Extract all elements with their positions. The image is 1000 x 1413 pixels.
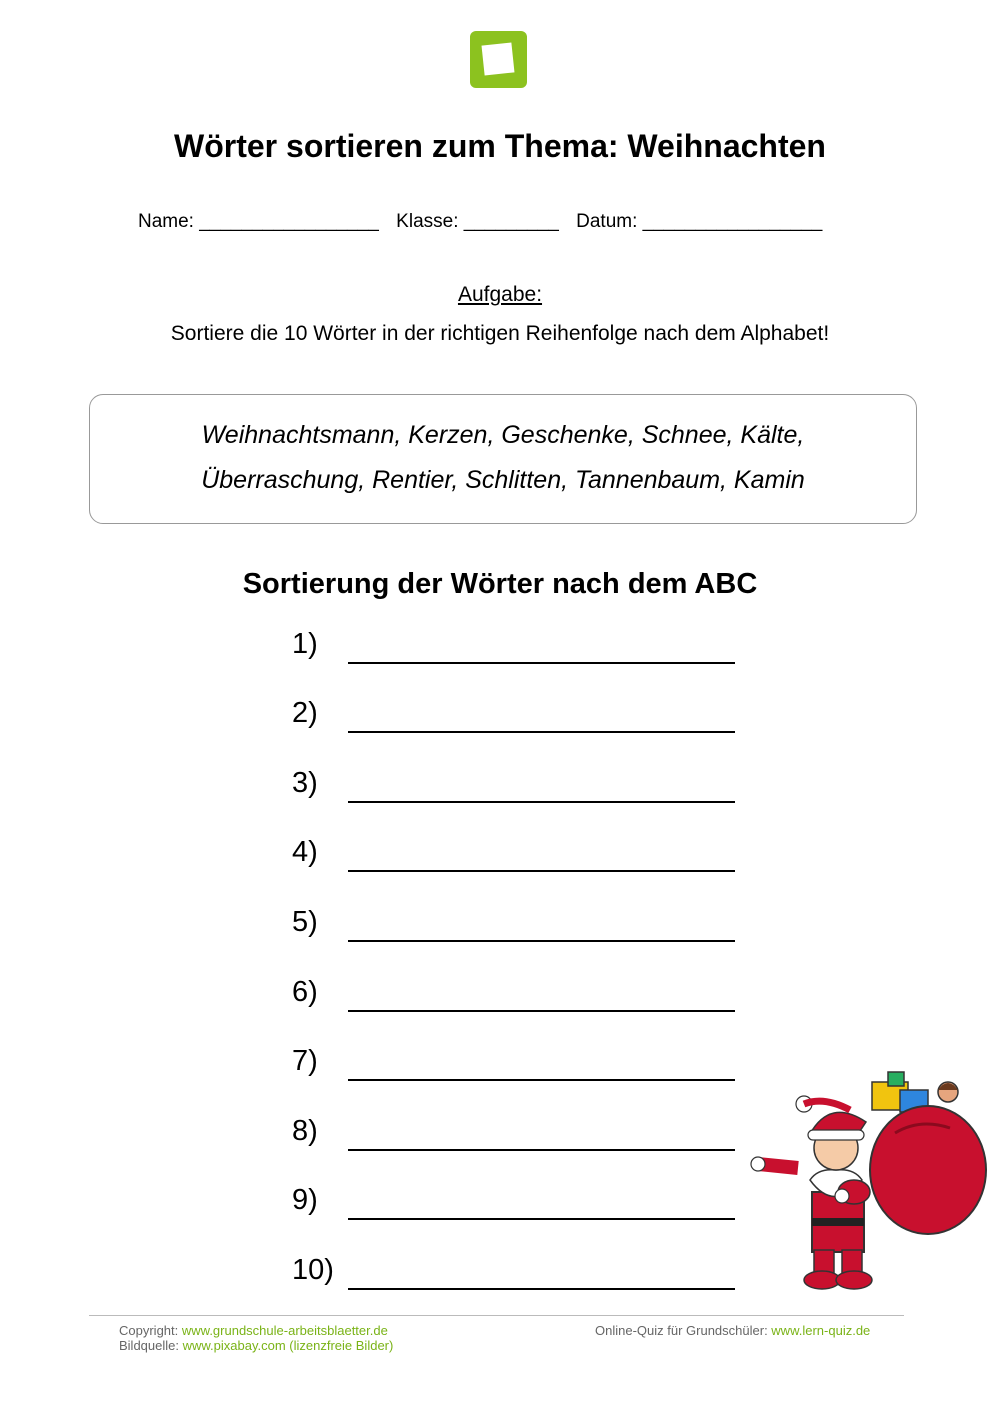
answer-number: 5) (292, 906, 318, 938)
answer-line[interactable] (348, 662, 735, 664)
answer-line[interactable] (348, 731, 735, 733)
answer-number: 1) (292, 628, 318, 660)
source-label: Bildquelle: (119, 1338, 183, 1353)
copyright-link[interactable]: www.grundschule-arbeitsblaetter.de (181, 1323, 388, 1338)
answer-row (292, 976, 348, 1016)
footer-divider (89, 1315, 904, 1316)
answer-row (292, 1115, 348, 1155)
answer-row (292, 1184, 348, 1224)
page-title: Wörter sortieren zum Thema: Weihnachten (174, 128, 826, 164)
answer-row (292, 628, 348, 668)
answer-line[interactable] (348, 940, 735, 942)
answer-line[interactable] (348, 1010, 735, 1012)
quiz-label: Online-Quiz für Grundschüler: (595, 1323, 772, 1338)
answer-row (292, 1254, 348, 1294)
santa-illustration (750, 1068, 990, 1293)
answer-row (292, 697, 348, 737)
answer-line[interactable] (348, 1218, 735, 1220)
answer-number: 4) (292, 836, 318, 868)
student-fields (138, 211, 834, 233)
answer-number: 10) (292, 1254, 334, 1286)
logo-icon (470, 31, 527, 88)
copyright-label: Copyright: (119, 1323, 182, 1338)
answer-row (292, 767, 348, 807)
answer-line[interactable] (348, 801, 735, 803)
name-field[interactable]: Name: _________________ (138, 211, 379, 232)
answer-line[interactable] (348, 1149, 735, 1151)
answer-line[interactable] (348, 1288, 735, 1290)
answer-number: 9) (292, 1184, 318, 1216)
answer-line[interactable] (348, 1079, 735, 1081)
quiz-link[interactable]: www.lern-quiz.de (771, 1323, 871, 1338)
word-list-line-2: Überraschung, Rentier, Schlitten, Tannenbaum, Kamin (201, 466, 805, 494)
footer-left (119, 1323, 393, 1353)
task-label: Aufgabe: (457, 283, 543, 306)
answer-number: 8) (292, 1115, 318, 1147)
answer-row (292, 836, 348, 876)
datum-field[interactable]: Datum: _________________ (576, 211, 823, 232)
section-title: Sortierung der Wörter nach dem ABC (242, 568, 758, 600)
word-list-line-1: Weihnachtsmann, Kerzen, Geschenke, Schnee, Kälte, (201, 421, 805, 449)
source-link[interactable]: www.pixabay.com (lizenzfreie Bilder) (182, 1338, 394, 1353)
answer-line[interactable] (348, 870, 735, 872)
answer-number: 7) (292, 1045, 318, 1077)
klasse-field[interactable]: Klasse: _________ (396, 211, 559, 232)
answer-row (292, 1045, 348, 1085)
answer-number: 6) (292, 976, 318, 1008)
answer-row (292, 906, 348, 946)
footer-right (595, 1323, 870, 1338)
word-box (89, 394, 917, 524)
answer-number: 2) (292, 697, 318, 729)
answer-number: 3) (292, 767, 318, 799)
task-text: Sortiere die 10 Wörter in der richtigen Reihenfolge nach dem Alphabet! (170, 322, 830, 345)
